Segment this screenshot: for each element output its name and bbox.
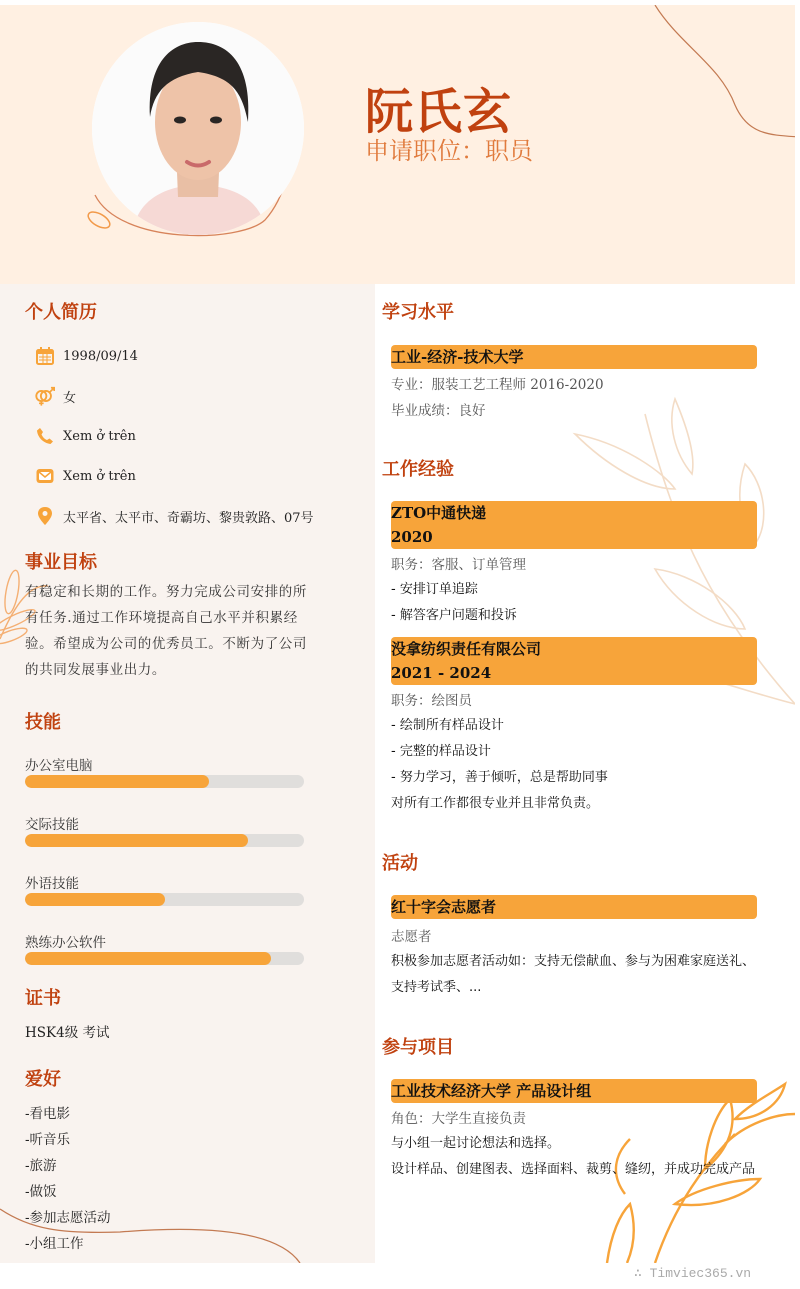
right-column xyxy=(375,284,795,1263)
skill-bar xyxy=(25,893,304,906)
project-highlight xyxy=(391,1079,757,1103)
section-title-education: 学习水平 xyxy=(382,302,454,323)
address-text: 太平省、太平市、奇霸坊、黎贵敦路、07号 xyxy=(63,510,314,526)
job-highlight xyxy=(391,637,757,685)
gender-text: 女 xyxy=(63,390,77,406)
job-line: - 安排订单追踪 xyxy=(391,582,478,597)
candidate-name: 阮氏玄 xyxy=(365,84,513,140)
section-title-experience: 工作经验 xyxy=(382,459,454,480)
project-line: 与小组一起讨论想法和选择。 xyxy=(391,1136,561,1151)
birthdate-text: 1998/09/14 xyxy=(63,348,138,364)
project-role: 角色：大学生直接负责 xyxy=(391,1111,526,1127)
avatar-photo-icon xyxy=(92,22,304,235)
skill-bar-fill xyxy=(25,893,165,906)
section-title-certificates: 证书 xyxy=(25,988,61,1009)
job-line: - 努力学习，善于倾听，总是帮助同事 xyxy=(391,770,608,785)
project-line: 设计样品、创建图表、选择面料、裁剪、缝纫，并成功完成产品 xyxy=(391,1162,756,1177)
hobby-item: -参加志愿活动 xyxy=(25,1210,111,1226)
skill-label: 交际技能 xyxy=(25,817,79,833)
email-text: Xem ở trên xyxy=(63,468,136,484)
avatar xyxy=(92,22,304,235)
applied-position: 申请职位：职员 xyxy=(365,137,533,165)
hobby-item: -旅游 xyxy=(25,1158,57,1174)
job-line: - 绘制所有样品设计 xyxy=(391,718,504,733)
job-period: 2021 - 2024 xyxy=(391,664,492,682)
skill-bar xyxy=(25,952,304,965)
skill-bar xyxy=(25,834,304,847)
skill-bar-fill xyxy=(25,952,271,965)
info-gender xyxy=(34,385,76,407)
section-title-projects: 参与项目 xyxy=(382,1037,454,1058)
job-company: ZTO中通快递 xyxy=(391,504,487,522)
phone-icon xyxy=(34,425,56,447)
hobby-item: -看电影 xyxy=(25,1106,71,1122)
education-grade: 毕业成绩：良好 xyxy=(391,403,486,419)
info-phone xyxy=(34,425,136,447)
calendar-icon xyxy=(34,345,56,367)
job-role: 职务：绘图员 xyxy=(391,693,472,709)
info-birthdate xyxy=(34,345,138,367)
project-name: 工业技术经济大学 产品设计组 xyxy=(391,1082,592,1100)
phone-text: Xem ở trên xyxy=(63,428,136,444)
education-major: 专业：服装工艺工程师 2016-2020 xyxy=(391,377,604,393)
certificate-text: HSK4级 考试 xyxy=(25,1025,110,1041)
location-icon xyxy=(34,505,56,527)
email-icon xyxy=(34,465,56,487)
left-column xyxy=(0,284,375,1263)
school-name: 工业-经济-技术大学 xyxy=(391,348,524,366)
hobby-item: -做饭 xyxy=(25,1184,57,1200)
cv-page xyxy=(0,5,795,1263)
skill-bar xyxy=(25,775,304,788)
job-company: 没拿纺织责任有限公司 xyxy=(391,640,542,658)
activity-role: 志愿者 xyxy=(391,929,432,945)
job-line: - 解答客户问题和投诉 xyxy=(391,608,517,623)
section-title-activities: 活动 xyxy=(382,853,418,874)
activity-name: 红十字会志愿者 xyxy=(391,898,497,916)
hobby-item: -听音乐 xyxy=(25,1132,71,1148)
job-highlight xyxy=(391,501,757,549)
skill-bar-fill xyxy=(25,834,248,847)
job-line: - 完整的样品设计 xyxy=(391,744,491,759)
hobby-item: -小组工作 xyxy=(25,1236,84,1252)
activity-line: 积极参加志愿者活动如：支持无偿献血、参与为困难家庭送礼、 xyxy=(391,954,756,969)
job-role: 职务：客服、订单管理 xyxy=(391,557,526,573)
cv-header xyxy=(0,5,795,284)
section-title-hobbies: 爱好 xyxy=(25,1069,61,1090)
school-highlight xyxy=(391,345,757,369)
gender-icon xyxy=(34,385,56,407)
watermark: ∴ Timviec365.vn xyxy=(634,1266,752,1281)
activity-line: 支持考试季、... xyxy=(391,980,482,995)
skill-label: 熟练办公软件 xyxy=(25,935,106,951)
skill-label: 外语技能 xyxy=(25,876,79,892)
section-title-profile: 个人简历 xyxy=(25,302,97,323)
job-period: 2020 xyxy=(391,528,433,546)
skill-bar-fill xyxy=(25,775,209,788)
info-email xyxy=(34,465,136,487)
section-title-objective: 事业目标 xyxy=(25,552,97,573)
section-title-skills: 技能 xyxy=(25,712,61,733)
skill-label: 办公室电脑 xyxy=(25,758,93,774)
job-line: 对所有工作都很专业并且非常负责。 xyxy=(391,796,600,811)
activity-highlight xyxy=(391,895,757,919)
info-address xyxy=(34,505,314,527)
objective-text: 有稳定和长期的工作。努力完成公司安排的所有任务.通过工作环境提高自己水平并积累经验。希望成为公司的优秀员工。不断为了公司的共同发展事业出力。 xyxy=(25,584,307,678)
